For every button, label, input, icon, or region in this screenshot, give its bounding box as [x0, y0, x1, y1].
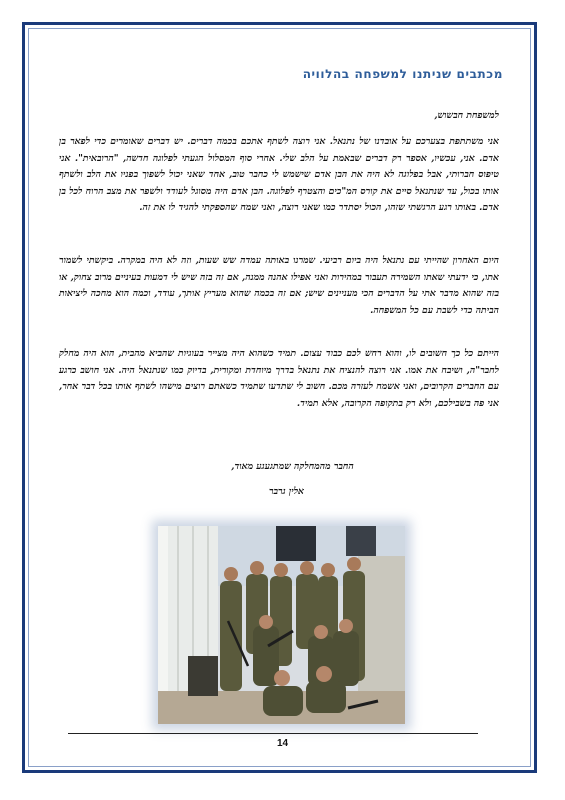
page-number: 14 [276, 738, 289, 749]
letter-signoff: החבר מהמחלקה שמתגעגע מאוד, [231, 461, 354, 472]
group-photo [158, 526, 405, 724]
letter-paragraph-3: הייתם כל כך חשובים לו, והוא רחש לכם כבוד עצום. תמיד כשהוא היה מצייר בעוגיות שהביא מהבית, הוא היה מחלק לחבר"ה, ושיבח את אמו. אני רוצה להנציח את נתנאל בדרך מיוחדת ומקורית, בדיוק כמו שנתנאל היה. אני חושב כרגע עם החברים הקרובים, ואני אשמח לעזרה מכם. חשוב לי שתדעו שתמיד כשאתם רוצים מישהו לשתף אותו בכל דבר אחר, אני פה בשבילכם, ולא רק בתקופה הקרובה, אלא תמיד. [59, 348, 499, 409]
letter-greeting: למשפחת חבשוש, [434, 110, 499, 121]
group-photo-soldiers-icon [158, 526, 405, 724]
letter-signature: אלין גרבר [268, 486, 305, 497]
letter-paragraph-2: היום האחרון שהייתי עם נתנאל היה ביום רביעי. שמרנו באותה עמדה שש שעות, וזה לא היה במקרה. ביקשתי לשמור אתו, כי ידעתי שאתו השמירה תעבור במהירות ואני אפילו אהנה ממנה, אם זה בזה שיש לי דמעות בעיניים מרוב צחוק, או בזה שהוא מדבר אתי על הדברים הכי מעניינים שיש; אם זה בכמה שהוא מעריץ אותך, עודד, וכמה הוא מחכה ליציאות הביתה כדי לשבת עם כל המשפחה. [59, 255, 499, 316]
footer-divider [68, 733, 478, 734]
letter-paragraph-1: אני משתתפת בצערכם על אובדנו של נתנאל. אני רוצה לשתף אתכם בכמה דברים. יש דברים שאומרים כדי לפאר בן אדם. אני, עכשיו, אספר רק דברים שבאמת על הלב שלי. אחרי סוף המסלול הגעתי לפלוגה חדשה, "הרובאית". אני טיפוס חברותי, אבל בפלוגה לא היה את הבן אדם שישמש לי כחבר טוב, אחד שאני יכול לשפוך בפניו את הלב ולשתף אותו בכול, עד שנתנאל סיים את קורס המ"כים והצטרף לפלוגה. הבן אדם היה מסוגל לעודד ולשפר את מצב הרוח לכל בן אדם. באותו רגע הרגשתי שזהו, הכול יסתדר כמו שאני רוצה, ואני שמח שהספקתי להגיד לו את זה. [59, 136, 499, 213]
page-title: מכתבים שניתנו למשפחה בהלוויה [302, 67, 503, 81]
